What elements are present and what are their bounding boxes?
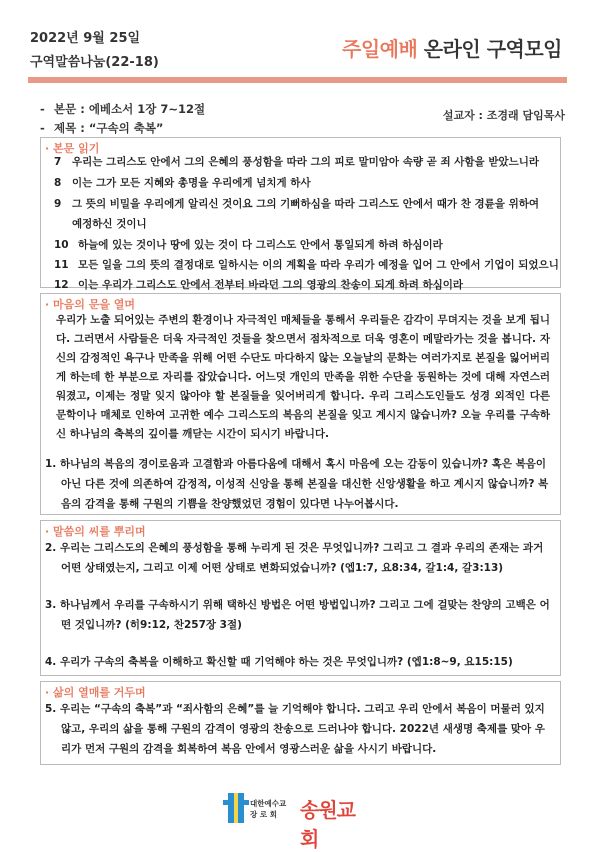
verse-number: 11 <box>54 259 69 271</box>
verse-text: 이는 우리가 그리스도 안에서 전부터 바라던 그의 영광의 찬송이 되게 하려 하심이라 <box>78 279 464 291</box>
subject-line: - 제목 : “구속의 축복” <box>40 121 164 135</box>
open-heart-box <box>40 293 561 515</box>
open-heart-paragraph: 우리가 노출 되어있는 주변의 환경이나 자극적인 매체들을 통해서 우리들은 감각이 무뎌지는 것을 보게 됩니다. 그러면서 사람들은 더욱 자극적인 것들을 찾으면서 점차적으로 더욱 영혼이 메말라가는 것을 봅니다. 자신의 감정적인 욕구나 만족을 위해 어떤 수단도 마다하지 않는 오늘날의 문화는 여러가지로 본질을 잃어버리게 하는데 한 부분으로 자리를 잡았습니다. 어느덧 개인의 만족을 위한 수단을 동원하는 것에 대해 자연스러워졌고, 이제는 정말 잊지 않아야 할 본질들을 잊어버리게 합니다. 우리 그리스도인들도 성경 외적인 다른 문학이나 매체로 인하여 고귀한 예수 그리스도의 복음의 본질을 잊고 계시지 않습니까? 오늘 우리를 구속하신 하나님의 축복의 깊이를 깨닫는 시간이 되시기 바랍니다. <box>56 314 550 440</box>
verse-row <box>54 277 463 292</box>
verse-text: 하늘에 있는 것이나 땅에 있는 것이 다 그리스도 안에서 통일되게 하려 하심이라 <box>78 239 443 251</box>
question-5 <box>45 699 550 759</box>
open-heart-label: · 마음의 문을 열며 <box>45 298 136 311</box>
subject-text: 제목 : “구속의 축복” <box>54 121 164 135</box>
question-4-text: 4. 우리가 구속의 축복을 이해하고 확신할 때 기억해야 하는 것은 무엇입니까? (엡1:8~9, 요15:15) <box>45 656 513 668</box>
passage-text: 본문 : 에베소서 1장 7~12절 <box>54 102 206 116</box>
denomination-line-1: 대한예수교 <box>250 799 287 808</box>
page-title-rest: 온라인 구역모임 <box>417 37 562 61</box>
verse-number: 8 <box>54 177 62 189</box>
question-2-text: 2. 우리는 그리스도의 은혜의 풍성함을 통해 누리게 된 것은 무엇입니까? 그리고 그 결과 우리의 존재는 과거 어떤 상태였는지, 그리고 이제 어떤 상태로 변화되었습니까? (엡1:7, 요8:34, 갈1:4, 갈3:13) <box>45 542 544 574</box>
scripture-reading-label: · 본문 읽기 <box>45 142 100 155</box>
question-1-text: 1. 하나님의 복음의 경이로움과 고결함과 아름다움에 대해서 혹시 마음에 오는 감동이 있습니까? 혹은 복음이 아닌 다른 것에 의존하여 감정적, 이성적 신앙을 통해 본질을 대신한 신앙생활을 하고 계시지 않습니까? 복음의 감격을 통해 구원의 기쁨을 찬양했었던 경험이 있다면 나누어봅시다. <box>45 458 549 510</box>
verse-text: 그 뜻의 비밀을 우리에게 알리신 것이요 그의 기뻐하심을 따라 그리스도 안에서 때가 찬 경륜을 위하여 <box>72 198 540 210</box>
verse-row <box>54 154 539 169</box>
passage-line: - 본문 : 에베소서 1장 7~12절 <box>40 102 206 116</box>
question-2 <box>45 538 550 578</box>
verse-text: 이는 그가 모든 지혜와 총명을 우리에게 넘치게 하사 <box>72 177 311 189</box>
verse-row <box>54 237 443 252</box>
question-3 <box>45 595 550 635</box>
sow-word-label: · 말씀의 씨를 뿌리며 <box>45 525 146 538</box>
verse-row <box>54 257 559 272</box>
sow-word-box <box>40 520 561 676</box>
cross-icon <box>228 793 244 823</box>
preacher: 설교자 : 조경래 담임목사 <box>442 109 565 122</box>
denomination-line-2: 장 로 회 <box>250 810 277 819</box>
question-3-text: 3. 하나님께서 우리를 구속하시기 위해 택하신 방법은 어떤 방법입니까? 그리고 그에 걸맞는 찬양의 고백은 어떤 것입니까? (히9:12, 찬257장 3절) <box>45 599 550 631</box>
verse-row <box>54 196 539 211</box>
question-1 <box>45 454 550 514</box>
harvest-box <box>40 681 561 765</box>
verse-row <box>54 216 147 231</box>
church-name: 송원교회 <box>300 798 355 851</box>
page-title <box>342 33 562 62</box>
harvest-label: · 삶의 열매를 거두며 <box>45 686 146 699</box>
verse-number: 10 <box>54 239 69 251</box>
question-4 <box>45 652 550 672</box>
bulletin-date: 2022년 9월 25일 <box>30 31 141 46</box>
verse-row <box>54 175 311 190</box>
verse-number: 7 <box>54 156 62 168</box>
verse-text: 우리는 그리스도 안에서 그의 은혜의 풍성함을 따라 그의 피로 말미암아 속량 곧 죄 사함을 받았느니라 <box>72 156 540 168</box>
denomination <box>250 798 286 820</box>
question-5-text: 5. 우리는 “구속의 축복”과 “죄사함의 은혜”를 늘 기억해야 합니다. 그리고 우리 안에서 복음이 머물러 있지 않고, 우리의 삶을 통해 구원의 감격이 영광의 찬송으로 드러나야 합니다. 2022년 새생명 축제를 맞아 우리가 먼저 구원의 감격을 회복하여 복음 안에서 영광스러운 삶을 사시기 바랍니다. <box>45 703 545 755</box>
verse-number: 12 <box>54 279 69 291</box>
verse-text: 예정하신 것이니 <box>72 218 147 230</box>
scripture-reading-box <box>40 137 561 291</box>
verse-number: 9 <box>54 198 62 210</box>
page-title-accent: 주일예배 <box>342 37 418 61</box>
verse-text: 모든 일을 그의 뜻의 결정대로 일하시는 이의 계획을 따라 우리가 예정을 입어 그 안에서 기업이 되었으니 <box>78 259 559 271</box>
bulletin-series: 구역말씀나눔(22-18) <box>30 55 159 70</box>
church-logo <box>222 793 372 851</box>
header-divider <box>28 77 567 83</box>
